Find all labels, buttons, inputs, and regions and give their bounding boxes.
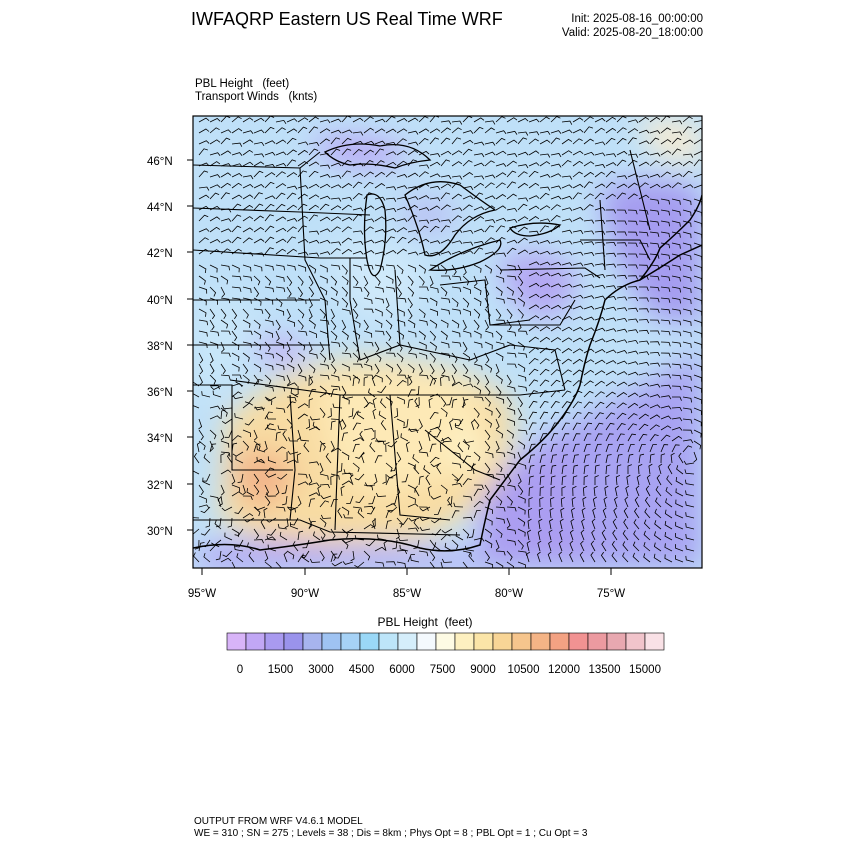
colorbar-label: 13500	[588, 664, 621, 676]
lon-tick	[495, 568, 523, 600]
lat-tick-label: 32°N	[147, 480, 173, 492]
colorbar-swatch	[493, 633, 512, 650]
lat-tick-label: 36°N	[147, 387, 173, 399]
lat-tick	[147, 341, 193, 353]
colorbar-label: 4500	[348, 664, 375, 676]
colorbar-swatch	[322, 633, 341, 650]
colorbar-swatch	[512, 633, 531, 650]
colorbar-swatch	[607, 633, 626, 650]
lat-tick-label: 34°N	[147, 433, 173, 445]
colorbar-label: 9000	[470, 664, 496, 676]
lat-tick	[147, 202, 193, 214]
colorbar-label: 0	[236, 664, 244, 676]
lat-tick	[147, 156, 193, 168]
colorbar-swatch	[550, 633, 569, 650]
field-label: PBL Height (feet)	[195, 78, 290, 90]
lat-tick-label: 38°N	[147, 341, 173, 353]
colorbar-label: 10500	[507, 664, 540, 676]
colorbar-title: PBL Height (feet)	[377, 615, 473, 629]
init-time: Init: 2025-08-16_00:00:00	[571, 13, 703, 25]
lat-tick-label: 42°N	[147, 248, 173, 260]
colorbar-swatch	[531, 633, 550, 650]
colorbar-swatch	[265, 633, 284, 650]
colorbar-swatch	[588, 633, 607, 650]
lon-tick	[393, 568, 421, 600]
colorbar-swatch	[284, 633, 303, 650]
colorbar-swatch	[246, 633, 265, 650]
lon-tick	[597, 568, 625, 600]
lat-tick	[147, 526, 193, 538]
colorbar-label: 3000	[308, 664, 334, 676]
colorbar-label: 12000	[548, 664, 580, 676]
lat-tick-label: 30°N	[147, 526, 173, 538]
colorbar	[227, 633, 664, 650]
valid-time: Valid: 2025-08-20_18:00:00	[561, 27, 703, 39]
colorbar-swatch	[569, 633, 588, 650]
footer-config: WE = 310 ; SN = 275 ; Levels = 38 ; Dis = 8km ; Phys Opt = 8 ; PBL Opt = 1 ; Cu Opt = 3	[194, 828, 588, 839]
colorbar-swatch	[379, 633, 398, 650]
lon-tick-label: 95°W	[187, 588, 217, 600]
colorbar-swatch	[398, 633, 417, 650]
colorbar-label: 15000	[629, 664, 661, 676]
lat-tick	[147, 387, 193, 399]
colorbar-labels	[237, 664, 661, 676]
colorbar-swatch	[341, 633, 360, 650]
colorbar-label: 7500	[429, 664, 456, 676]
lon-axis	[188, 568, 625, 600]
footer-model: OUTPUT FROM WRF V4.6.1 MODEL	[194, 816, 363, 827]
colorbar-swatch	[436, 633, 455, 650]
lon-tick-label: 75°W	[596, 588, 626, 600]
colorbar-swatch	[474, 633, 493, 650]
colorbar-label: 1500	[267, 664, 294, 676]
colorbar-swatch	[227, 633, 246, 650]
lon-tick-label: 80°W	[494, 588, 524, 600]
lon-tick	[291, 568, 319, 600]
colorbar-label: 6000	[389, 664, 415, 676]
lat-tick-label: 44°N	[147, 202, 173, 214]
lon-tick-label: 85°W	[392, 588, 422, 600]
lat-tick-label: 46°N	[147, 156, 173, 168]
lon-tick-label: 90°W	[290, 588, 320, 600]
colorbar-swatch	[455, 633, 474, 650]
lat-tick	[147, 480, 193, 492]
colorbar-swatch	[626, 633, 645, 650]
lat-tick	[147, 295, 193, 307]
map-panel	[189, 116, 704, 572]
lat-tick	[147, 248, 193, 260]
colorbar-swatch	[417, 633, 436, 650]
colorbar-swatch	[303, 633, 322, 650]
wind-label: Transport Winds (knts)	[195, 91, 318, 103]
lat-axis	[147, 156, 193, 538]
colorbar-swatch	[360, 633, 379, 650]
lat-tick	[147, 433, 193, 445]
map-title: IWFAQRP Eastern US Real Time WRF	[191, 9, 503, 29]
colorbar-swatch	[645, 633, 664, 650]
lon-tick	[188, 568, 216, 600]
lat-tick-label: 40°N	[147, 295, 173, 307]
